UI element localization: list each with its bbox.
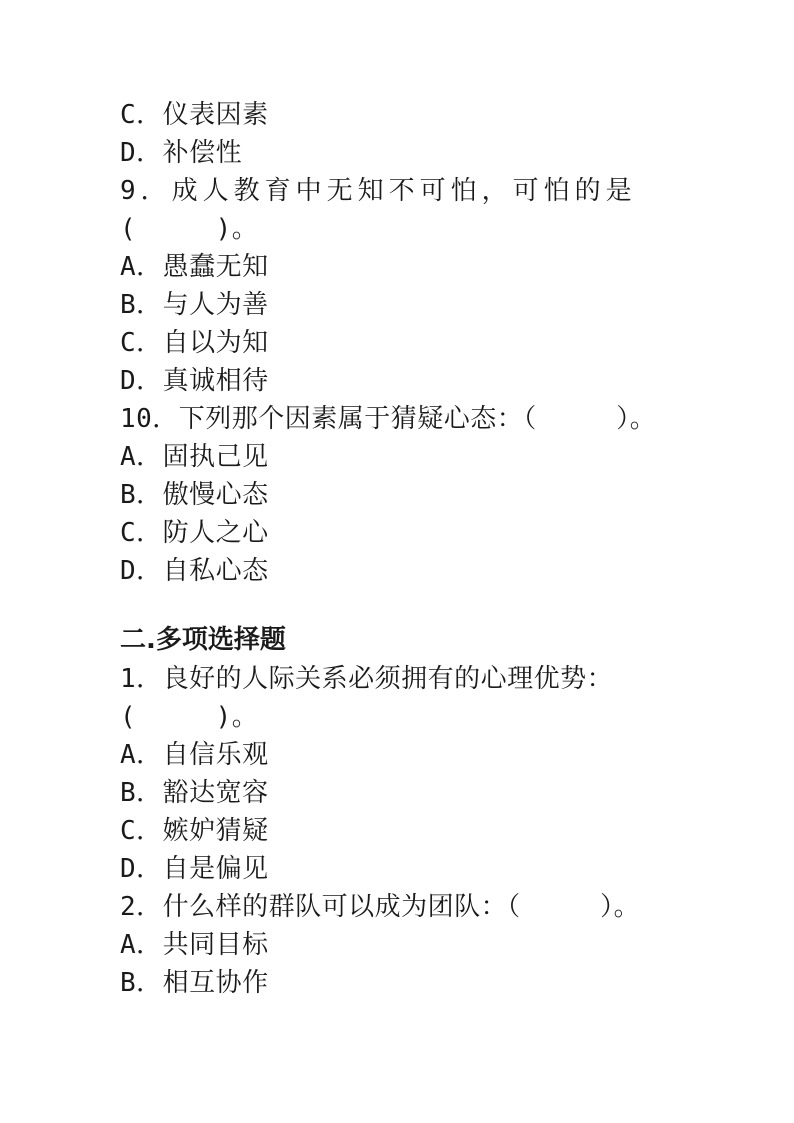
question-block-multiple-choice (120, 660, 760, 1002)
option-line: D．补偿性 (120, 138, 243, 168)
question-stem-1: 1．良好的人际关系必须拥有的心理优势： (120, 664, 614, 694)
option-line: D．真诚相待 (120, 366, 269, 396)
option-line: C．嫉妒猜疑 (120, 816, 269, 846)
answer-blank-line: ( )。 (120, 214, 259, 244)
answer-blank-line: ( )。 (120, 702, 259, 732)
option-line: D．自私心态 (120, 556, 269, 586)
section-spacer (120, 590, 760, 620)
question-block-single-choice (120, 96, 760, 590)
option-line: B．与人为善 (120, 290, 269, 320)
option-line: A．愚蠢无知 (120, 252, 269, 282)
option-line: D．自是偏见 (120, 854, 269, 884)
option-line: B．相互协作 (120, 968, 269, 998)
document-page (120, 96, 760, 1002)
option-line: C．仪表因素 (120, 100, 269, 130)
section-heading: 二.多项选择题 (120, 625, 286, 655)
option-line: C．防人之心 (120, 518, 269, 548)
option-line: A．自信乐观 (120, 740, 269, 770)
option-line: B．傲慢心态 (120, 480, 269, 510)
option-line: B．豁达宽容 (120, 778, 269, 808)
question-stem-2: 2．什么样的群队可以成为团队：（ ）。 (120, 892, 641, 922)
option-line: A．固执己见 (120, 442, 269, 472)
option-line: C．自以为知 (120, 328, 269, 358)
question-stem-9: 9．成人教育中无知不可怕，可怕的是 (120, 176, 637, 206)
option-line: A．共同目标 (120, 930, 269, 960)
question-stem-10: 10．下列那个因素属于猜疑心态：（ ）。 (120, 404, 657, 434)
